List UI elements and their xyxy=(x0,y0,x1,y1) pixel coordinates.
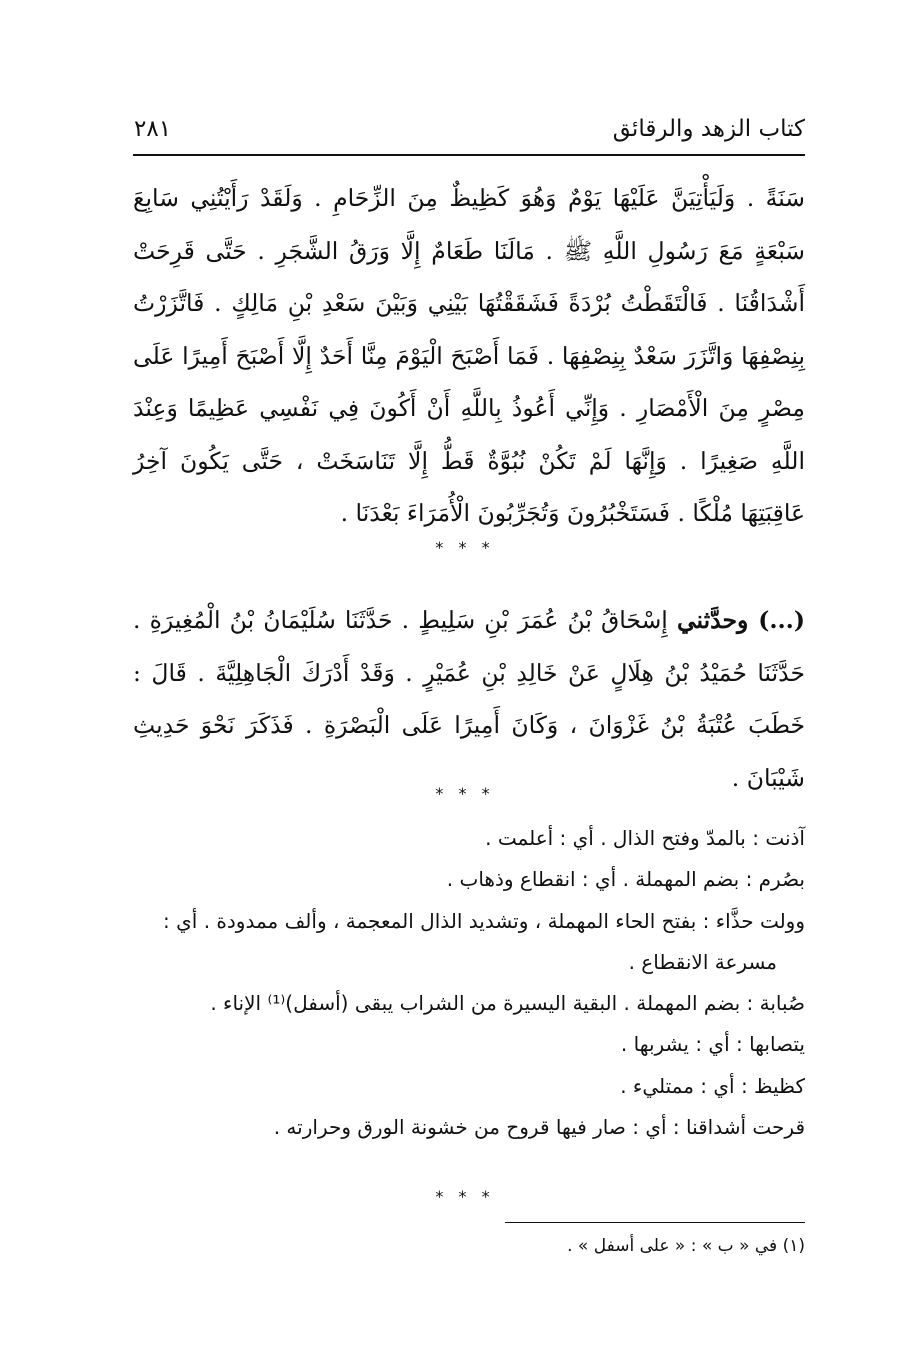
hadith-chain-paragraph xyxy=(133,594,805,804)
glossary-entry: صُبابة : بضم المهملة . البقية اليسيرة من الشراب يبقى (أسفل)⁽¹⁾ الإناء . xyxy=(210,991,805,1016)
footnote-rule xyxy=(505,1222,805,1223)
glossary-entry: وولت حذَّاء : بفتح الحاء المهملة ، وتشديد الذال المعجمة ، وألف ممدودة . أي : مسرعة الانقطاع . xyxy=(163,908,805,974)
glossary-entry: آذنت : بالمدّ وفتح الذال . أي : أعلمت . xyxy=(485,826,805,850)
glossary-list xyxy=(133,818,805,1148)
header-rule xyxy=(133,154,805,156)
running-title: كتاب الزهد والرقائق xyxy=(612,116,805,142)
hadith-chain-text: إِسْحَاقُ بْنُ عُمَرَ بْنِ سَلِيطٍ . حَدَّثَنَا سُلَيْمَانُ بْنُ الْمُغِيرَةِ . حَدَّثَنَا حُمَيْدُ بْنُ هِلَالٍ عَنْ خَالِدِ بْنِ عُمَيْرٍ . وَقَدْ أَدْرَكَ الْجَاهِلِيَّةَ . قَالَ : خَطَبَ عُتْبَةُ بْنُ غَزْوَانَ ، وَكَانَ أَمِيرًا عَلَى الْبَصْرَةِ . فَذَكَرَ نَحْوَ حَدِيثِ شَيْبَانَ . xyxy=(133,606,805,792)
glossary-entry: بصُرم : بضم المهملة . أي : انقطاع وذهاب . xyxy=(446,867,805,892)
hadith-lead: (...) وحدَّثني xyxy=(676,606,805,634)
footnote: (١) في « ب » : « على أسفل » . xyxy=(567,1236,805,1256)
glossary-entry: قرحت أشداقنا : أي : صار فيها قروح من خشونة الورق وحرارته . xyxy=(273,1115,805,1140)
glossary-entry: يتصابها : أي : يشربها . xyxy=(620,1032,805,1057)
section-separator: * * * xyxy=(435,1187,495,1206)
hadith-text-paragraph: سَنَةً . وَلَيَأْتِيَنَّ عَلَيْهَا يَوْمٌ وَهُوَ كَظِيظٌ مِنَ الزِّحَامِ . وَلَقَدْ رَأَيْتُنِي سَابِعَ سَبْعَةٍ مَعَ رَسُولِ اللَّهِ ﷺ . مَالَنَا طَعَامٌ إِلَّا وَرَقُ الشَّجَرِ . حَتَّى قَرِحَتْ أَشْدَاقُنَا . فَالْتَقَطْتُ بُرْدَةً فَشَقَقْتُهَا بَيْنِي وَبَيْنَ سَعْدِ بْنِ مَالِكٍ . فَاتَّزَرْتُ بِنِصْفِهَا وَاتَّزَرَ سَعْدٌ بِنِصْفِهَا . فَمَا أَصْبَحَ الْيَوْمَ مِنَّا أَحَدٌ إِلَّا أَصْبَحَ أَمِيرًا عَلَى مِصْرٍ مِنَ الْأَمْصَارِ . وَإِنِّي أَعُوذُ بِاللَّهِ أَنْ أَكُونَ فِي نَفْسِي عَظِيمًا وَعِنْدَ اللَّهِ صَغِيرًا . وَإِنَّهَا لَمْ تَكُنْ نُبُوَّةٌ قَطُّ إِلَّا تَنَاسَخَتْ ، حَتَّى يَكُونَ آخِرُ عَاقِبَتِهَا مُلْكًا . فَسَتَخْبُرُونَ وَتُجَرِّبُونَ الْأُمَرَاءَ بَعْدَنَا . xyxy=(133,184,805,527)
section-separator: * * * xyxy=(435,538,495,557)
page-number: ٢٨١ xyxy=(134,116,172,142)
glossary-entry: كظيظ : أي : ممتليء . xyxy=(620,1073,805,1098)
section-separator: * * * xyxy=(435,784,495,803)
page-header xyxy=(132,110,805,150)
